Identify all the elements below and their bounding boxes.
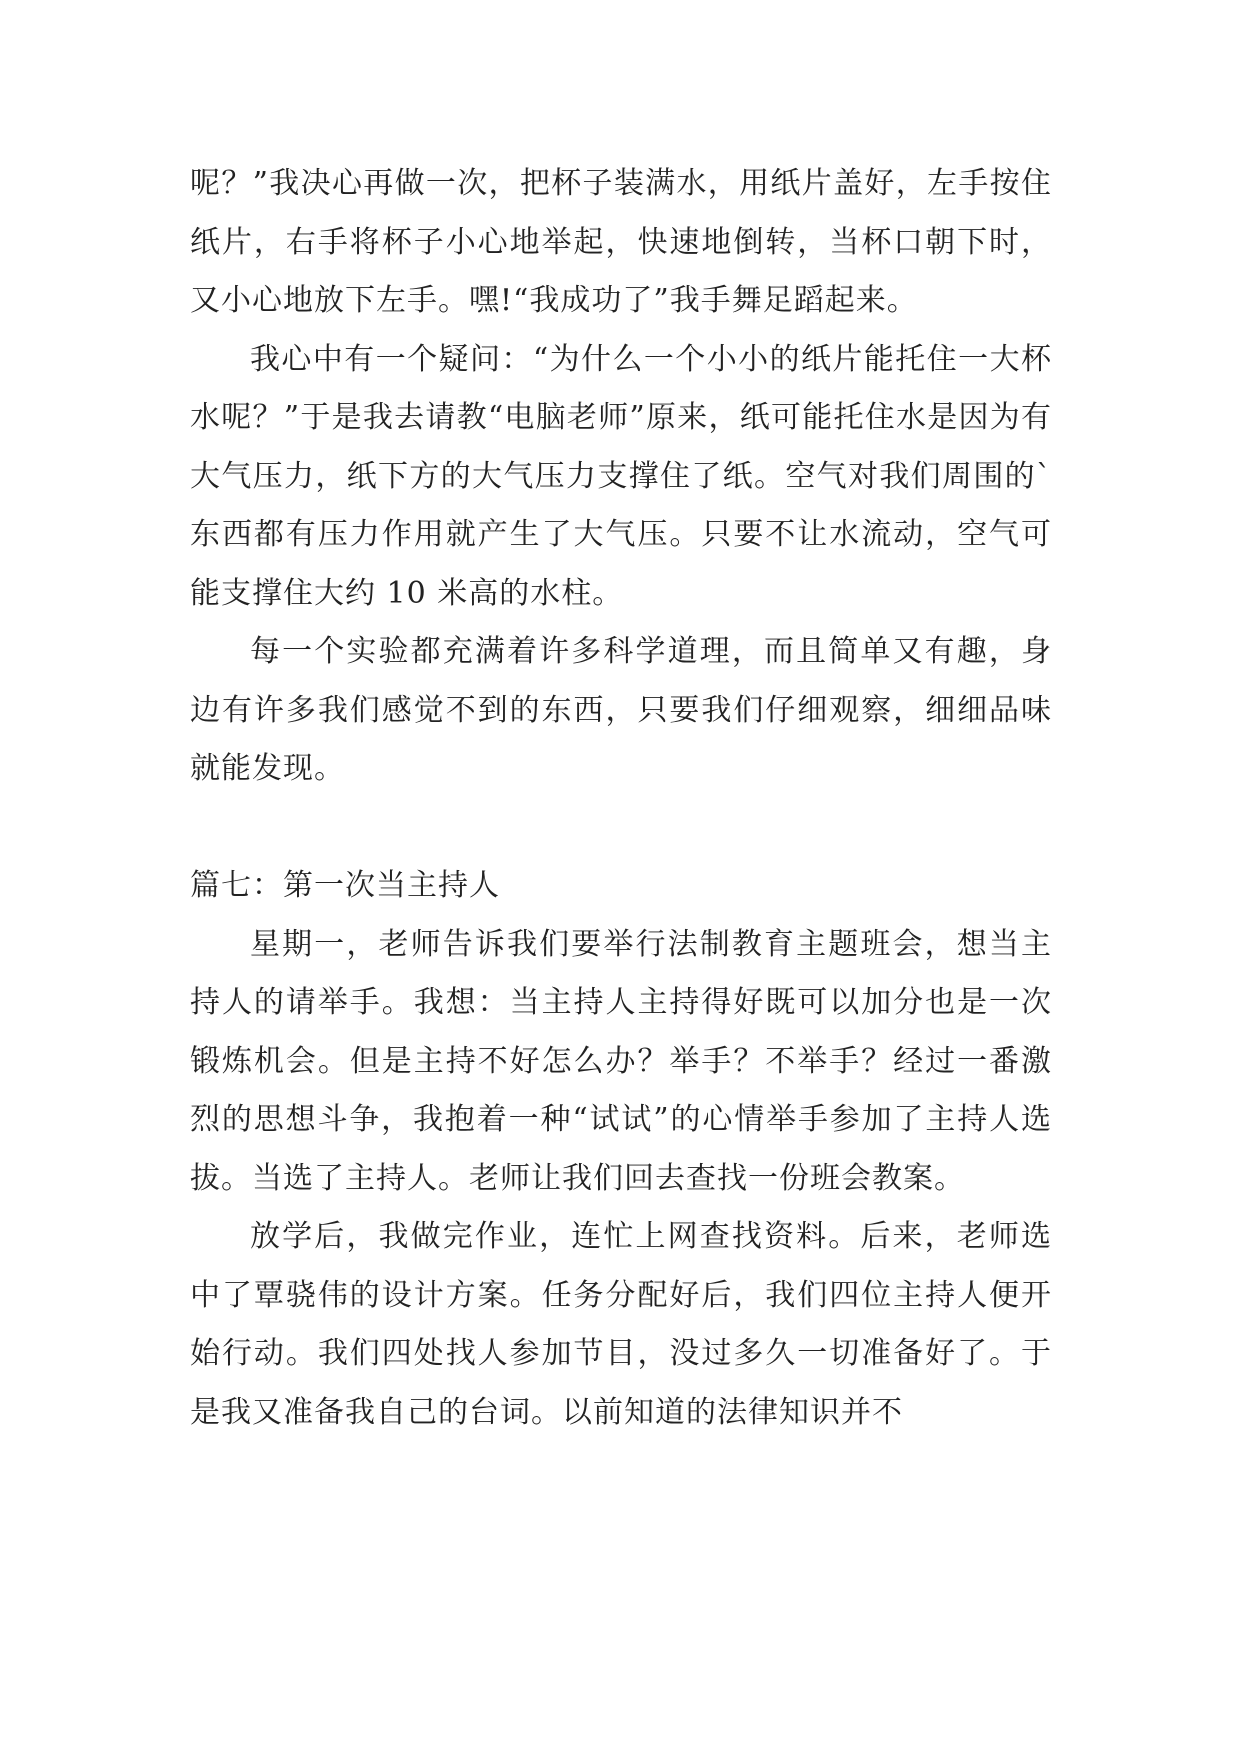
section-gap: [190, 799, 1052, 858]
section-heading: 篇七：第一次当主持人: [190, 868, 500, 903]
paragraph-conclusion: 每一个实验都充满着许多科学道理，而且简单又有趣，身边有许多我们感觉不到的东西，只要我们仔细观察，细细品味就能发现。: [190, 634, 1052, 786]
paragraph-after-school: 放学后，我做完作业，连忙上网查找资料。后来，老师选中了覃骁伟的设计方案。任务分配好后，我们四位主持人便开始行动。我们四处找人参加节目，没过多久一切准备好了。于是我又准备我自己的台词。以前知道的法律知识并不: [190, 1219, 1052, 1430]
paragraph-continued: 呢？”我决心再做一次，把杯子装满水，用纸片盖好，左手按住纸片，右手将杯子小心地举起，快速地倒转，当杯口朝下时，又小心地放下左手。嘿!“我成功了”我手舞足蹈起来。: [190, 166, 1052, 318]
document-body: [190, 155, 1052, 1442]
paragraph-monday: 星期一，老师告诉我们要举行法制教育主题班会，想当主持人的请举手。我想：当主持人主持得好既可以加分也是一次锻炼机会。但是主持不好怎么办？举手？不举手？经过一番激烈的思想斗争，我抱着一种“试试”的心情举手参加了主持人选拔。当选了主持人。老师让我们回去查找一份班会教案。: [190, 926, 1052, 1196]
paragraph-question: 我心中有一个疑问：“为什么一个小小的纸片能托住一大杯水呢？”于是我去请教“电脑老师”原来，纸可能托住水是因为有大气压力，纸下方的大气压力支撑住了纸。空气对我们周围的`东西都有压力作用就产生了大气压。只要不让水流动，空气可能支撑住大约 10 米高的水柱。: [190, 341, 1052, 611]
